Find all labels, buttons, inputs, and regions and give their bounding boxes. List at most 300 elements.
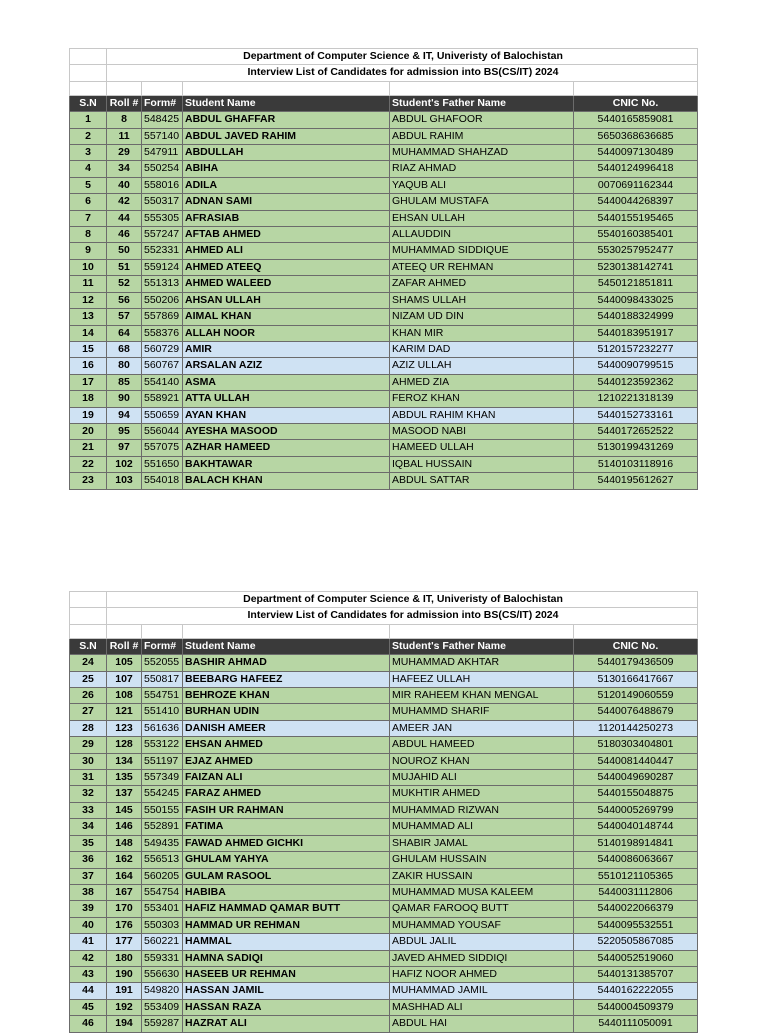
cnic-cell: 5440052519060 bbox=[574, 950, 698, 966]
form-number-cell: 557075 bbox=[142, 440, 183, 456]
father-name-cell: YAQUB ALI bbox=[390, 177, 574, 193]
roll-number-cell: 176 bbox=[107, 917, 142, 933]
table-row bbox=[70, 374, 698, 390]
blank-cell bbox=[70, 608, 107, 624]
form-number-cell: 553409 bbox=[142, 999, 183, 1015]
table-row bbox=[70, 259, 698, 275]
roll-number-cell: 56 bbox=[107, 292, 142, 308]
cnic-cell: 5440031112806 bbox=[574, 884, 698, 900]
table-row bbox=[70, 128, 698, 144]
cnic-cell: 1210221318139 bbox=[574, 391, 698, 407]
form-number-cell: 554751 bbox=[142, 688, 183, 704]
student-name-cell: HASSAN JAMIL bbox=[183, 983, 390, 999]
table-row bbox=[70, 276, 698, 292]
document-title: Department of Computer Science & IT, Univeristy of Balochistan bbox=[107, 592, 698, 608]
father-name-cell: GHULAM MUSTAFA bbox=[390, 194, 574, 210]
student-name-cell: ATTA ULLAH bbox=[183, 391, 390, 407]
table-row bbox=[70, 112, 698, 128]
form-number-cell: 551313 bbox=[142, 276, 183, 292]
roll-number-cell: 191 bbox=[107, 983, 142, 999]
blank-cell bbox=[183, 624, 390, 638]
serial-number-cell: 41 bbox=[70, 934, 107, 950]
cnic-cell: 5140103118916 bbox=[574, 456, 698, 472]
roll-number-cell: 105 bbox=[107, 655, 142, 671]
cnic-cell: 5440188324999 bbox=[574, 309, 698, 325]
serial-number-cell: 16 bbox=[70, 358, 107, 374]
student-name-cell: AIMAL KHAN bbox=[183, 309, 390, 325]
student-name-cell: EJAZ AHMED bbox=[183, 753, 390, 769]
student-name-cell: ARSALAN AZIZ bbox=[183, 358, 390, 374]
cnic-cell: 0070691162344 bbox=[574, 177, 698, 193]
cnic-cell: 5120157232277 bbox=[574, 341, 698, 357]
cnic-cell: 5450121851811 bbox=[574, 276, 698, 292]
serial-number-cell: 38 bbox=[70, 884, 107, 900]
column-header: Form# bbox=[142, 638, 183, 654]
father-name-cell: FEROZ KHAN bbox=[390, 391, 574, 407]
roll-number-cell: 123 bbox=[107, 720, 142, 736]
student-name-cell: EHSAN AHMED bbox=[183, 737, 390, 753]
form-number-cell: 558376 bbox=[142, 325, 183, 341]
cnic-cell: 5220505867085 bbox=[574, 934, 698, 950]
form-number-cell: 550303 bbox=[142, 917, 183, 933]
form-number-cell: 547911 bbox=[142, 145, 183, 161]
student-name-cell: HASSAN RAZA bbox=[183, 999, 390, 1015]
cnic-cell: 5440131385707 bbox=[574, 966, 698, 982]
student-name-cell: ABIHA bbox=[183, 161, 390, 177]
student-name-cell: AFRASIAB bbox=[183, 210, 390, 226]
blank-cell bbox=[574, 81, 698, 95]
table-row bbox=[70, 243, 698, 259]
roll-number-cell: 40 bbox=[107, 177, 142, 193]
form-number-cell: 550317 bbox=[142, 194, 183, 210]
candidate-table bbox=[69, 48, 698, 490]
serial-number-cell: 7 bbox=[70, 210, 107, 226]
table-row bbox=[70, 671, 698, 687]
serial-number-cell: 18 bbox=[70, 391, 107, 407]
table-row bbox=[70, 391, 698, 407]
table-row bbox=[70, 737, 698, 753]
father-name-cell: GHULAM HUSSAIN bbox=[390, 852, 574, 868]
table-row bbox=[70, 407, 698, 423]
blank-cell bbox=[574, 624, 698, 638]
roll-number-cell: 190 bbox=[107, 966, 142, 982]
father-name-cell: AZIZ ULLAH bbox=[390, 358, 574, 374]
cnic-cell: 5440155048875 bbox=[574, 786, 698, 802]
serial-number-cell: 3 bbox=[70, 145, 107, 161]
serial-number-cell: 22 bbox=[70, 456, 107, 472]
roll-number-cell: 64 bbox=[107, 325, 142, 341]
student-name-cell: AYESHA MASOOD bbox=[183, 423, 390, 439]
student-name-cell: BEHROZE KHAN bbox=[183, 688, 390, 704]
serial-number-cell: 14 bbox=[70, 325, 107, 341]
sheet-section-2 bbox=[69, 591, 697, 1033]
cnic-cell: 5440152733161 bbox=[574, 407, 698, 423]
table-row bbox=[70, 210, 698, 226]
table-row bbox=[70, 688, 698, 704]
form-number-cell: 559124 bbox=[142, 259, 183, 275]
cnic-cell: 5440076488679 bbox=[574, 704, 698, 720]
father-name-cell: MUJAHID ALI bbox=[390, 770, 574, 786]
cnic-cell: 5440165859081 bbox=[574, 112, 698, 128]
table-row bbox=[70, 835, 698, 851]
roll-number-cell: 128 bbox=[107, 737, 142, 753]
table-row bbox=[70, 720, 698, 736]
spacer-row bbox=[70, 624, 698, 638]
form-number-cell: 552331 bbox=[142, 243, 183, 259]
roll-number-cell: 68 bbox=[107, 341, 142, 357]
serial-number-cell: 36 bbox=[70, 852, 107, 868]
father-name-cell: MUHAMMAD SHAHZAD bbox=[390, 145, 574, 161]
student-name-cell: HAMNA SADIQI bbox=[183, 950, 390, 966]
father-name-cell: SHABIR JAMAL bbox=[390, 835, 574, 851]
cnic-cell: 5440005269799 bbox=[574, 802, 698, 818]
table-row bbox=[70, 934, 698, 950]
cnic-cell: 1120144250273 bbox=[574, 720, 698, 736]
form-number-cell: 550155 bbox=[142, 802, 183, 818]
serial-number-cell: 26 bbox=[70, 688, 107, 704]
document-title: Department of Computer Science & IT, Univeristy of Balochistan bbox=[107, 49, 698, 65]
student-name-cell: HAMMAD UR REHMAN bbox=[183, 917, 390, 933]
father-name-cell: ABDUL GHAFOOR bbox=[390, 112, 574, 128]
table-row bbox=[70, 884, 698, 900]
roll-number-cell: 50 bbox=[107, 243, 142, 259]
student-name-cell: AHMED ALI bbox=[183, 243, 390, 259]
serial-number-cell: 40 bbox=[70, 917, 107, 933]
blank-cell bbox=[390, 81, 574, 95]
student-name-cell: FAIZAN ALI bbox=[183, 770, 390, 786]
father-name-cell: AHMED ZIA bbox=[390, 374, 574, 390]
form-number-cell: 557869 bbox=[142, 309, 183, 325]
cnic-cell: 5440123592362 bbox=[574, 374, 698, 390]
form-number-cell: 557349 bbox=[142, 770, 183, 786]
roll-number-cell: 51 bbox=[107, 259, 142, 275]
serial-number-cell: 20 bbox=[70, 423, 107, 439]
roll-number-cell: 29 bbox=[107, 145, 142, 161]
subtitle-row bbox=[70, 65, 698, 81]
form-number-cell: 554018 bbox=[142, 473, 183, 489]
father-name-cell: MIR RAHEEM KHAN MENGAL bbox=[390, 688, 574, 704]
blank-cell bbox=[70, 65, 107, 81]
table-row bbox=[70, 292, 698, 308]
form-number-cell: 560767 bbox=[142, 358, 183, 374]
form-number-cell: 553122 bbox=[142, 737, 183, 753]
table-row bbox=[70, 753, 698, 769]
roll-number-cell: 102 bbox=[107, 456, 142, 472]
father-name-cell: MUHAMMAD ALI bbox=[390, 819, 574, 835]
roll-number-cell: 135 bbox=[107, 770, 142, 786]
table-row bbox=[70, 194, 698, 210]
cnic-cell: 5440086063667 bbox=[574, 852, 698, 868]
roll-number-cell: 95 bbox=[107, 423, 142, 439]
roll-number-cell: 146 bbox=[107, 819, 142, 835]
subtitle-row bbox=[70, 608, 698, 624]
serial-number-cell: 46 bbox=[70, 1016, 107, 1032]
blank-cell bbox=[142, 624, 183, 638]
roll-number-cell: 177 bbox=[107, 934, 142, 950]
serial-number-cell: 30 bbox=[70, 753, 107, 769]
father-name-cell: MUHAMMAD SIDDIQUE bbox=[390, 243, 574, 259]
table-row bbox=[70, 999, 698, 1015]
roll-number-cell: 80 bbox=[107, 358, 142, 374]
table-row bbox=[70, 966, 698, 982]
father-name-cell: ABDUL JALIL bbox=[390, 934, 574, 950]
serial-number-cell: 13 bbox=[70, 309, 107, 325]
roll-number-cell: 97 bbox=[107, 440, 142, 456]
cnic-cell: 5440183951917 bbox=[574, 325, 698, 341]
form-number-cell: 558016 bbox=[142, 177, 183, 193]
table-row bbox=[70, 341, 698, 357]
table-row bbox=[70, 473, 698, 489]
table-row bbox=[70, 901, 698, 917]
form-number-cell: 560205 bbox=[142, 868, 183, 884]
roll-number-cell: 180 bbox=[107, 950, 142, 966]
serial-number-cell: 32 bbox=[70, 786, 107, 802]
father-name-cell: MUHAMMAD AKHTAR bbox=[390, 655, 574, 671]
table-row bbox=[70, 145, 698, 161]
column-header: S.N bbox=[70, 638, 107, 654]
cnic-cell: 5180303404801 bbox=[574, 737, 698, 753]
cnic-cell: 5440155195465 bbox=[574, 210, 698, 226]
table-row bbox=[70, 917, 698, 933]
table-row bbox=[70, 358, 698, 374]
father-name-cell: ABDUL SATTAR bbox=[390, 473, 574, 489]
blank-cell bbox=[107, 624, 142, 638]
blank-cell bbox=[390, 624, 574, 638]
form-number-cell: 559287 bbox=[142, 1016, 183, 1032]
form-number-cell: 557247 bbox=[142, 227, 183, 243]
serial-number-cell: 34 bbox=[70, 819, 107, 835]
father-name-cell: MASOOD NABI bbox=[390, 423, 574, 439]
table-row bbox=[70, 770, 698, 786]
father-name-cell: QAMAR FAROOQ BUTT bbox=[390, 901, 574, 917]
table-row bbox=[70, 655, 698, 671]
sheet-section-1 bbox=[69, 48, 697, 490]
document-subtitle: Interview List of Candidates for admission into BS(CS/IT) 2024 bbox=[107, 608, 698, 624]
blank-cell bbox=[70, 49, 107, 65]
table-row bbox=[70, 819, 698, 835]
cnic-cell: 5510121105365 bbox=[574, 868, 698, 884]
column-header: S.N bbox=[70, 95, 107, 111]
father-name-cell: SHAMS ULLAH bbox=[390, 292, 574, 308]
roll-number-cell: 57 bbox=[107, 309, 142, 325]
form-number-cell: 550817 bbox=[142, 671, 183, 687]
candidate-table bbox=[69, 591, 698, 1033]
student-name-cell: AHSAN ULLAH bbox=[183, 292, 390, 308]
form-number-cell: 557140 bbox=[142, 128, 183, 144]
cnic-cell: 5440040148744 bbox=[574, 819, 698, 835]
cnic-cell: 5440044268397 bbox=[574, 194, 698, 210]
form-number-cell: 550254 bbox=[142, 161, 183, 177]
serial-number-cell: 11 bbox=[70, 276, 107, 292]
cnic-cell: 5440022066379 bbox=[574, 901, 698, 917]
father-name-cell: MASHHAD ALI bbox=[390, 999, 574, 1015]
student-name-cell: FAWAD AHMED GICHKI bbox=[183, 835, 390, 851]
column-header: CNIC No. bbox=[574, 638, 698, 654]
column-header: Student's Father Name bbox=[390, 638, 574, 654]
roll-number-cell: 107 bbox=[107, 671, 142, 687]
form-number-cell: 554140 bbox=[142, 374, 183, 390]
blank-cell bbox=[183, 81, 390, 95]
blank-cell bbox=[142, 81, 183, 95]
form-number-cell: 558921 bbox=[142, 391, 183, 407]
roll-number-cell: 44 bbox=[107, 210, 142, 226]
table-row bbox=[70, 786, 698, 802]
father-name-cell: KHAN MIR bbox=[390, 325, 574, 341]
father-name-cell: HAFIZ NOOR AHMED bbox=[390, 966, 574, 982]
serial-number-cell: 1 bbox=[70, 112, 107, 128]
student-name-cell: ABDULLAH bbox=[183, 145, 390, 161]
student-name-cell: AHMED WALEED bbox=[183, 276, 390, 292]
serial-number-cell: 43 bbox=[70, 966, 107, 982]
title-row bbox=[70, 49, 698, 65]
roll-number-cell: 167 bbox=[107, 884, 142, 900]
form-number-cell: 551650 bbox=[142, 456, 183, 472]
serial-number-cell: 6 bbox=[70, 194, 107, 210]
cnic-cell: 5140198914841 bbox=[574, 835, 698, 851]
table-row bbox=[70, 423, 698, 439]
roll-number-cell: 11 bbox=[107, 128, 142, 144]
student-name-cell: HAZRAT ALI bbox=[183, 1016, 390, 1032]
roll-number-cell: 121 bbox=[107, 704, 142, 720]
table-row bbox=[70, 950, 698, 966]
student-name-cell: ASMA bbox=[183, 374, 390, 390]
serial-number-cell: 5 bbox=[70, 177, 107, 193]
student-name-cell: ABDUL GHAFFAR bbox=[183, 112, 390, 128]
student-name-cell: HASEEB UR REHMAN bbox=[183, 966, 390, 982]
father-name-cell: ALLAUDDIN bbox=[390, 227, 574, 243]
serial-number-cell: 37 bbox=[70, 868, 107, 884]
serial-number-cell: 21 bbox=[70, 440, 107, 456]
form-number-cell: 555305 bbox=[142, 210, 183, 226]
father-name-cell: NOUROZ KHAN bbox=[390, 753, 574, 769]
father-name-cell: ZAFAR AHMED bbox=[390, 276, 574, 292]
blank-cell bbox=[70, 81, 107, 95]
roll-number-cell: 134 bbox=[107, 753, 142, 769]
father-name-cell: MUHAMMAD JAMIL bbox=[390, 983, 574, 999]
serial-number-cell: 23 bbox=[70, 473, 107, 489]
father-name-cell: HAFEEZ ULLAH bbox=[390, 671, 574, 687]
column-header: CNIC No. bbox=[574, 95, 698, 111]
serial-number-cell: 4 bbox=[70, 161, 107, 177]
student-name-cell: HAMMAL bbox=[183, 934, 390, 950]
serial-number-cell: 2 bbox=[70, 128, 107, 144]
roll-number-cell: 194 bbox=[107, 1016, 142, 1032]
cnic-cell: 5440195612627 bbox=[574, 473, 698, 489]
form-number-cell: 551410 bbox=[142, 704, 183, 720]
form-number-cell: 551197 bbox=[142, 753, 183, 769]
student-name-cell: HAFIZ HAMMAD QAMAR BUTT bbox=[183, 901, 390, 917]
cnic-cell: 5440124996418 bbox=[574, 161, 698, 177]
serial-number-cell: 8 bbox=[70, 227, 107, 243]
student-name-cell: HABIBA bbox=[183, 884, 390, 900]
father-name-cell: AMEER JAN bbox=[390, 720, 574, 736]
student-name-cell: GULAM RASOOL bbox=[183, 868, 390, 884]
table-row bbox=[70, 704, 698, 720]
cnic-cell: 5440111050091 bbox=[574, 1016, 698, 1032]
cnic-cell: 5440095532551 bbox=[574, 917, 698, 933]
father-name-cell: KARIM DAD bbox=[390, 341, 574, 357]
father-name-cell: IQBAL HUSSAIN bbox=[390, 456, 574, 472]
cnic-cell: 5230138142741 bbox=[574, 259, 698, 275]
cnic-cell: 5440081440447 bbox=[574, 753, 698, 769]
serial-number-cell: 39 bbox=[70, 901, 107, 917]
table-row bbox=[70, 309, 698, 325]
table-row bbox=[70, 325, 698, 341]
serial-number-cell: 12 bbox=[70, 292, 107, 308]
roll-number-cell: 103 bbox=[107, 473, 142, 489]
student-name-cell: AHMED ATEEQ bbox=[183, 259, 390, 275]
form-number-cell: 549435 bbox=[142, 835, 183, 851]
cnic-cell: 5440097130489 bbox=[574, 145, 698, 161]
document-subtitle: Interview List of Candidates for admission into BS(CS/IT) 2024 bbox=[107, 65, 698, 81]
form-number-cell: 554245 bbox=[142, 786, 183, 802]
serial-number-cell: 27 bbox=[70, 704, 107, 720]
roll-number-cell: 162 bbox=[107, 852, 142, 868]
father-name-cell: NIZAM UD DIN bbox=[390, 309, 574, 325]
form-number-cell: 550659 bbox=[142, 407, 183, 423]
blank-cell bbox=[107, 81, 142, 95]
student-name-cell: ABDUL JAVED RAHIM bbox=[183, 128, 390, 144]
serial-number-cell: 10 bbox=[70, 259, 107, 275]
student-name-cell: BASHIR AHMAD bbox=[183, 655, 390, 671]
form-number-cell: 556044 bbox=[142, 423, 183, 439]
roll-number-cell: 94 bbox=[107, 407, 142, 423]
father-name-cell: ABDUL RAHIM bbox=[390, 128, 574, 144]
table-row bbox=[70, 227, 698, 243]
blank-cell bbox=[70, 624, 107, 638]
student-name-cell: GHULAM YAHYA bbox=[183, 852, 390, 868]
cnic-cell: 5130166417667 bbox=[574, 671, 698, 687]
father-name-cell: RIAZ AHMAD bbox=[390, 161, 574, 177]
roll-number-cell: 148 bbox=[107, 835, 142, 851]
student-name-cell: ADILA bbox=[183, 177, 390, 193]
roll-number-cell: 90 bbox=[107, 391, 142, 407]
father-name-cell: MUHAMMAD YOUSAF bbox=[390, 917, 574, 933]
serial-number-cell: 29 bbox=[70, 737, 107, 753]
father-name-cell: HAMEED ULLAH bbox=[390, 440, 574, 456]
student-name-cell: AYAN KHAN bbox=[183, 407, 390, 423]
blank-cell bbox=[70, 592, 107, 608]
serial-number-cell: 9 bbox=[70, 243, 107, 259]
table-row bbox=[70, 456, 698, 472]
serial-number-cell: 19 bbox=[70, 407, 107, 423]
form-number-cell: 559331 bbox=[142, 950, 183, 966]
form-number-cell: 550206 bbox=[142, 292, 183, 308]
form-number-cell: 552891 bbox=[142, 819, 183, 835]
father-name-cell: ABDUL RAHIM KHAN bbox=[390, 407, 574, 423]
column-header: Student's Father Name bbox=[390, 95, 574, 111]
father-name-cell: ABDUL HAI bbox=[390, 1016, 574, 1032]
student-name-cell: BURHAN UDIN bbox=[183, 704, 390, 720]
table-row bbox=[70, 983, 698, 999]
father-name-cell: MUKHTIR AHMED bbox=[390, 786, 574, 802]
cnic-cell: 5440004509379 bbox=[574, 999, 698, 1015]
cnic-cell: 5440049690287 bbox=[574, 770, 698, 786]
father-name-cell: EHSAN ULLAH bbox=[390, 210, 574, 226]
spacer-row bbox=[70, 81, 698, 95]
table-row bbox=[70, 161, 698, 177]
cnic-cell: 5440179436509 bbox=[574, 655, 698, 671]
form-number-cell: 556630 bbox=[142, 966, 183, 982]
form-number-cell: 552055 bbox=[142, 655, 183, 671]
serial-number-cell: 28 bbox=[70, 720, 107, 736]
roll-number-cell: 34 bbox=[107, 161, 142, 177]
column-header-row bbox=[70, 95, 698, 111]
roll-number-cell: 192 bbox=[107, 999, 142, 1015]
student-name-cell: BEEBARG HAFEEZ bbox=[183, 671, 390, 687]
cnic-cell: 5530257952477 bbox=[574, 243, 698, 259]
form-number-cell: 560221 bbox=[142, 934, 183, 950]
